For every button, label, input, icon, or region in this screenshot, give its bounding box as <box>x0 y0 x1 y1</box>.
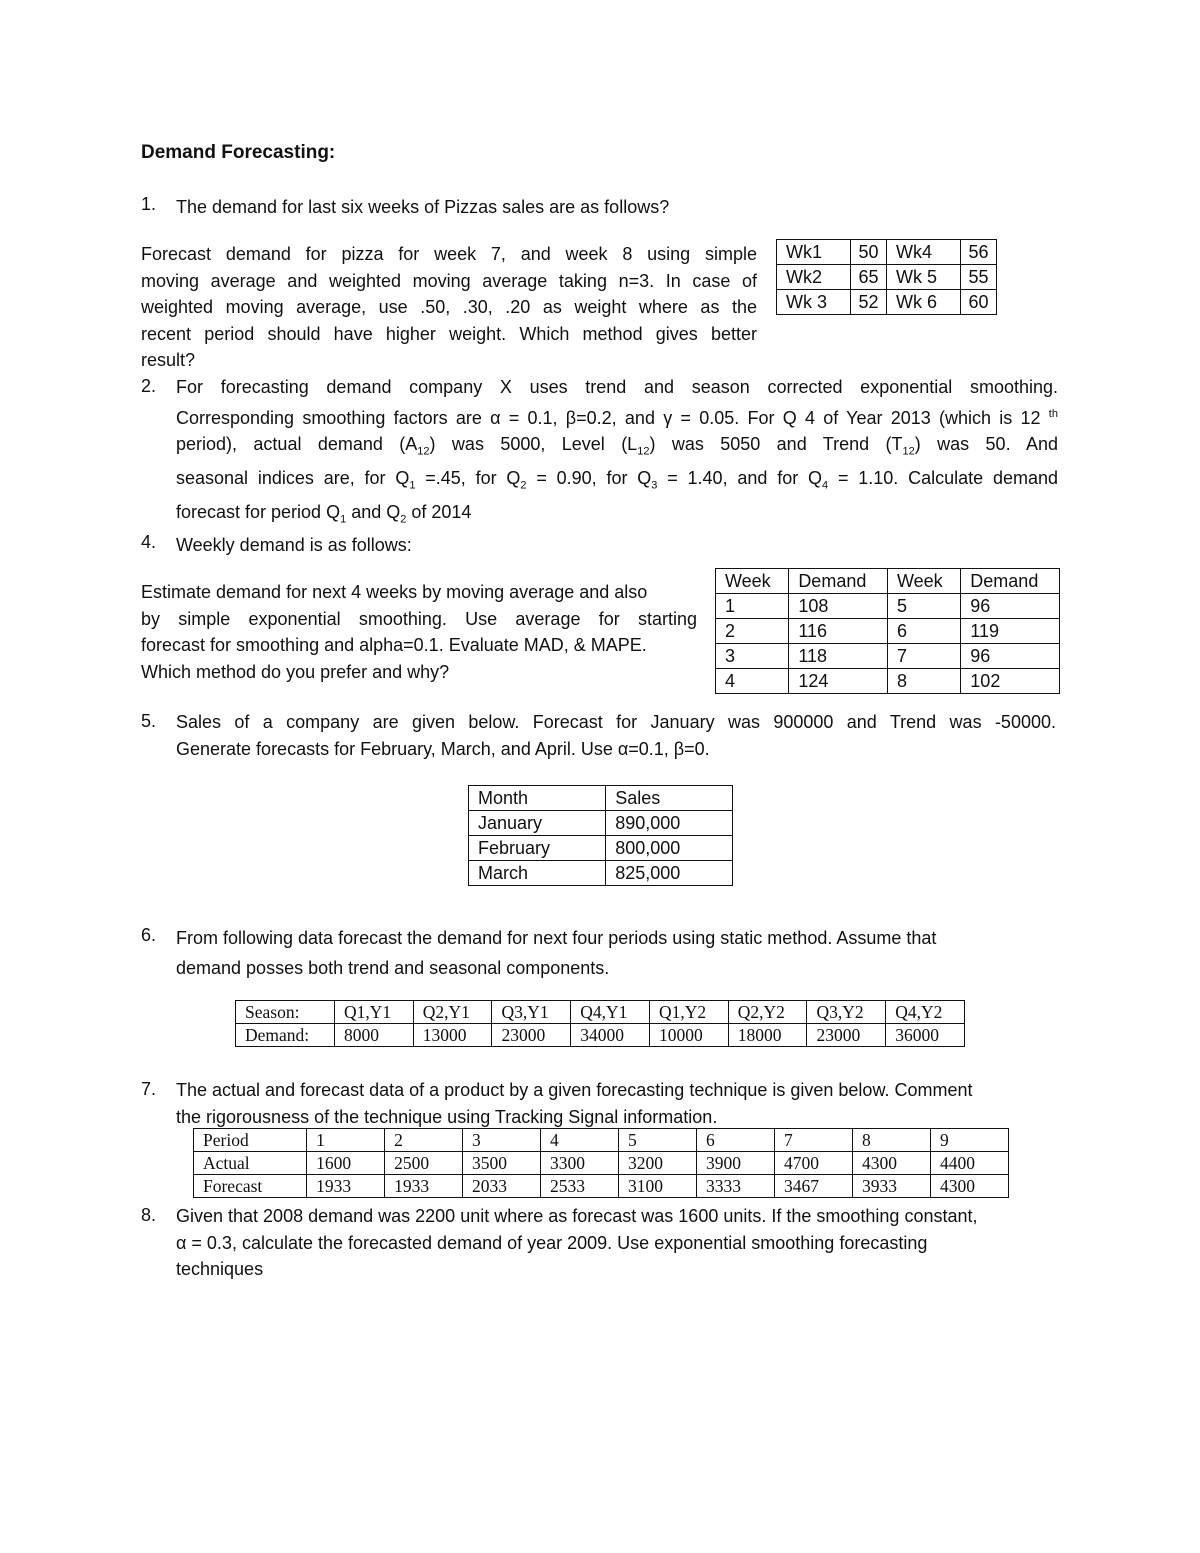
table-cell: Q1,Y1 <box>334 1001 413 1024</box>
q2-text: ) was 5050 and Trend (T <box>649 434 903 454</box>
table-cell: 6 <box>697 1129 775 1152</box>
table-cell: Period <box>194 1129 307 1152</box>
table-cell: 118 <box>789 644 888 669</box>
table-cell: 890,000 <box>606 811 733 836</box>
table-cell: Wk 5 <box>886 265 960 290</box>
table-cell: Week <box>887 569 960 594</box>
table-cell: Actual <box>194 1152 307 1175</box>
q1-line: weighted moving average, use .50, .30, .20 as weight where as the <box>141 297 757 317</box>
q2-sub: 2 <box>400 513 407 526</box>
table-cell: 3333 <box>697 1175 775 1198</box>
q2-line <box>176 431 1058 465</box>
table-cell: 60 <box>961 290 997 315</box>
table-cell: 13000 <box>413 1024 492 1047</box>
table-cell: 3900 <box>697 1152 775 1175</box>
table-cell: 5 <box>887 594 960 619</box>
table-cell: January <box>469 811 606 836</box>
table-cell: Week <box>716 569 789 594</box>
table-cell: 2500 <box>385 1152 463 1175</box>
table-cell: Q3,Y2 <box>807 1001 886 1024</box>
q8-line: Given that 2008 demand was 2200 unit where as forecast was 1600 units. If the smoothing constant, <box>176 1206 978 1226</box>
table-cell: 119 <box>961 619 1060 644</box>
table-cell: 18000 <box>728 1024 807 1047</box>
table-cell: Q1,Y2 <box>649 1001 728 1024</box>
table-row <box>194 1129 1009 1152</box>
q2-sub: 1 <box>340 513 347 526</box>
table-cell: 8000 <box>334 1024 413 1047</box>
page-title: Demand Forecasting: <box>141 142 336 163</box>
q2-line: For forecasting demand company X uses trend and season corrected exponential smoothing. <box>176 377 1058 397</box>
q4-line: Which method do you prefer and why? <box>141 661 450 682</box>
q7-line: The actual and forecast data of a product by a given forecasting technique is given below. Comment <box>176 1080 973 1100</box>
q2-sup: th <box>1048 407 1058 420</box>
q2-number: 2. <box>141 376 157 396</box>
table-cell: 4300 <box>852 1152 930 1175</box>
table-cell: February <box>469 836 606 861</box>
q2-text: of 2014 <box>406 502 472 523</box>
q2-sub: 1 <box>409 479 416 492</box>
table-cell: 4 <box>541 1129 619 1152</box>
table-cell: 108 <box>789 594 888 619</box>
q2-text: =.45, for Q <box>415 468 521 489</box>
q2-text: Corresponding smoothing factors are α = 0.1, β=0.2, and γ = 0.05. For Q 4 of Year 2013 (which is 12 <box>176 407 1041 428</box>
table-cell: Q3,Y1 <box>492 1001 571 1024</box>
table-row <box>777 265 997 290</box>
table-cell: 36000 <box>886 1024 965 1047</box>
q4-number: 4. <box>141 532 157 552</box>
table-cell: 65 <box>851 265 887 290</box>
table-cell: 3 <box>463 1129 541 1152</box>
q4-line: forecast for smoothing and alpha=0.1. Evaluate MAD, & MAPE. <box>141 635 647 655</box>
table-cell: 56 <box>961 240 997 265</box>
table-cell: 34000 <box>571 1024 650 1047</box>
table-cell: 3467 <box>774 1175 852 1198</box>
q4-table <box>715 568 1060 694</box>
table-cell: Q2,Y2 <box>728 1001 807 1024</box>
table-cell: Demand: <box>236 1024 335 1047</box>
q2-text: = 0.90, for Q <box>526 468 652 489</box>
table-cell: 23000 <box>807 1024 886 1047</box>
table-cell: 96 <box>961 594 1060 619</box>
table-row <box>716 619 1060 644</box>
q1-line: recent period should have higher weight. Which method gives better <box>141 323 757 344</box>
table-cell: Wk1 <box>777 240 851 265</box>
table-row <box>777 290 997 315</box>
table-cell: 3 <box>716 644 789 669</box>
q5-table <box>468 785 733 886</box>
q2-line <box>176 465 1058 499</box>
table-cell: 52 <box>851 290 887 315</box>
table-row <box>716 569 1060 594</box>
table-cell: 3100 <box>619 1175 697 1198</box>
table-cell: Demand <box>961 569 1060 594</box>
q5-line: Sales of a company are given below. Forecast for January was 900000 and Trend was -50000. <box>176 712 1056 732</box>
table-cell: 55 <box>961 265 997 290</box>
table-cell: 4700 <box>774 1152 852 1175</box>
q1-body <box>141 241 757 374</box>
table-cell: Wk2 <box>777 265 851 290</box>
q2-sub: 12 <box>417 445 430 458</box>
q2-sub: 3 <box>651 479 658 492</box>
q8-line: techniques <box>176 1259 264 1279</box>
table-cell: 3933 <box>852 1175 930 1198</box>
table-cell: 124 <box>789 669 888 694</box>
q5-number: 5. <box>141 711 157 731</box>
q6-table <box>235 1000 965 1047</box>
table-cell: Q4,Y2 <box>886 1001 965 1024</box>
table-cell: 2 <box>716 619 789 644</box>
q6-number: 6. <box>141 925 157 945</box>
table-cell: 1 <box>307 1129 385 1152</box>
q6-line: From following data forecast the demand for next four periods using static method. Assume that <box>176 928 937 948</box>
q2-sub: 12 <box>902 445 915 458</box>
table-cell: Q4,Y1 <box>571 1001 650 1024</box>
table-cell: Sales <box>606 786 733 811</box>
table-cell: 2533 <box>541 1175 619 1198</box>
q6-body <box>176 923 936 983</box>
table-cell: 10000 <box>649 1024 728 1047</box>
table-cell: 1933 <box>385 1175 463 1198</box>
table-row <box>194 1175 1009 1198</box>
q2-text: forecast for period Q <box>176 502 341 523</box>
q2-text: = 1.10. Calculate demand <box>828 468 1059 489</box>
q4-prompt: Weekly demand is as follows: <box>176 535 412 555</box>
table-row <box>777 240 997 265</box>
table-row <box>469 836 733 861</box>
table-cell: 1600 <box>307 1152 385 1175</box>
table-cell: March <box>469 861 606 886</box>
table-cell: 3300 <box>541 1152 619 1175</box>
table-cell: 2 <box>385 1129 463 1152</box>
q2-text: seasonal indices are, for Q <box>176 468 410 489</box>
q2-text: ) was 5000, Level (L <box>429 434 638 454</box>
table-cell: 8 <box>887 669 960 694</box>
q6-line: demand posses both trend and seasonal components. <box>176 958 610 978</box>
table-cell: Wk4 <box>886 240 960 265</box>
table-cell: 8 <box>852 1129 930 1152</box>
table-row <box>236 1024 965 1047</box>
q2-line <box>176 499 1058 533</box>
q2-text: ) was 50. And <box>914 434 1058 454</box>
q2-sub: 12 <box>637 445 650 458</box>
table-cell: 116 <box>789 619 888 644</box>
table-cell: Season: <box>236 1001 335 1024</box>
table-row <box>469 811 733 836</box>
table-cell: Month <box>469 786 606 811</box>
table-cell: 7 <box>774 1129 852 1152</box>
q5-body <box>176 709 1056 762</box>
q7-number: 7. <box>141 1079 157 1099</box>
table-row <box>469 786 733 811</box>
table-cell: 7 <box>887 644 960 669</box>
table-row <box>194 1152 1009 1175</box>
q1-line: moving average and weighted moving average taking n=3. In case of <box>141 270 757 291</box>
q5-line: Generate forecasts for February, March, and April. Use α=0.1, β=0. <box>176 738 710 759</box>
q8-body <box>176 1203 977 1283</box>
q1-line: result? <box>141 350 196 370</box>
table-cell: Wk 3 <box>777 290 851 315</box>
table-cell: Demand <box>789 569 888 594</box>
q1-prompt: The demand for last six weeks of Pizzas sales are as follows? <box>176 197 670 217</box>
q7-table <box>193 1128 1009 1198</box>
q4-line: Estimate demand for next 4 weeks by moving average and also <box>141 582 648 602</box>
table-cell: 6 <box>887 619 960 644</box>
table-cell: 1933 <box>307 1175 385 1198</box>
table-cell: 50 <box>851 240 887 265</box>
q7-line: the rigorousness of the technique using Tracking Signal information. <box>176 1106 718 1127</box>
q8-number: 8. <box>141 1205 157 1225</box>
q2-text: = 1.40, and for Q <box>657 468 823 489</box>
table-cell: Wk 6 <box>886 290 960 315</box>
q2-body <box>176 374 1058 533</box>
table-row <box>716 644 1060 669</box>
q2-sub: 4 <box>822 479 829 492</box>
table-cell: 3200 <box>619 1152 697 1175</box>
table-cell: 102 <box>961 669 1060 694</box>
q2-text: period), actual demand (A <box>176 434 418 454</box>
table-cell: 96 <box>961 644 1060 669</box>
table-cell: 1 <box>716 594 789 619</box>
table-row <box>716 594 1060 619</box>
table-cell: 9 <box>930 1129 1008 1152</box>
table-cell: 4400 <box>930 1152 1008 1175</box>
table-cell: 5 <box>619 1129 697 1152</box>
table-cell: 800,000 <box>606 836 733 861</box>
q1-table <box>776 239 997 315</box>
table-cell: 23000 <box>492 1024 571 1047</box>
q4-line: by simple exponential smoothing. Use average for starting <box>141 608 697 629</box>
q4-body <box>141 579 697 685</box>
table-cell: 2033 <box>463 1175 541 1198</box>
table-row <box>469 861 733 886</box>
q2-text: and Q <box>346 502 401 523</box>
table-row <box>236 1001 965 1024</box>
q1-line: Forecast demand for pizza for week 7, and week 8 using simple <box>141 244 757 264</box>
table-cell: 825,000 <box>606 861 733 886</box>
q2-line <box>176 401 1058 432</box>
q8-line: α = 0.3, calculate the forecasted demand of year 2009. Use exponential smoothing forecasting <box>176 1232 928 1253</box>
table-cell: 3500 <box>463 1152 541 1175</box>
q7-body <box>176 1077 972 1130</box>
table-cell: Q2,Y1 <box>413 1001 492 1024</box>
table-cell: Forecast <box>194 1175 307 1198</box>
table-cell: 4300 <box>930 1175 1008 1198</box>
q1-number: 1. <box>141 194 157 214</box>
q2-sub: 2 <box>520 479 527 492</box>
table-cell: 4 <box>716 669 789 694</box>
table-row <box>716 669 1060 694</box>
